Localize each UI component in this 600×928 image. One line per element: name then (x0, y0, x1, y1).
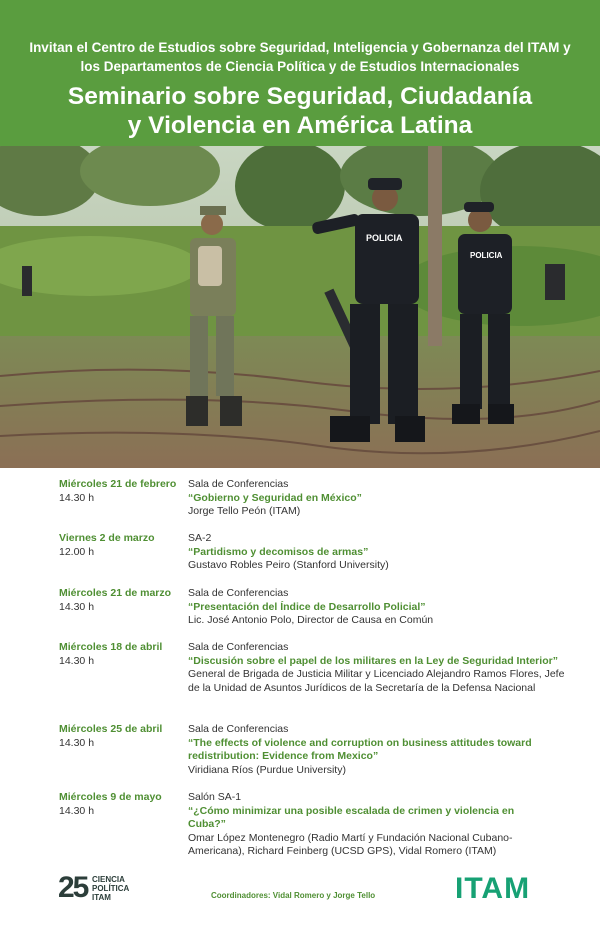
event-date: Miércoles 18 de abril (59, 641, 163, 653)
anniversary-number: 25 (58, 871, 88, 904)
event-time: 14.30 h (59, 804, 95, 817)
anniversary-line-3: ITAM (92, 893, 111, 902)
event-date: Viernes 2 de marzo (59, 532, 155, 544)
event-talk-title: “Presentación del Índice de Desarrollo Policial” (188, 600, 426, 613)
event-date: Miércoles 21 de marzo (59, 587, 172, 599)
event-detail (188, 791, 543, 859)
event-room: Sala de Conferencias (188, 587, 289, 599)
event-speaker: Lic. José Antonio Polo, Director de Causa en Común (188, 614, 434, 626)
anniversary-line-2: POLÍTICA (92, 884, 130, 893)
event-talk-title: “Gobierno y Seguridad en México” (188, 491, 362, 504)
event-speaker: Jorge Tello Peón (ITAM) (188, 505, 301, 517)
event-room: Sala de Conferencias (188, 478, 289, 490)
event-time: 12.00 h (59, 545, 95, 558)
seminar-title-line-1: Seminario sobre Seguridad, Ciudadanía (67, 83, 533, 110)
anniversary-text (92, 875, 129, 902)
event-room: Sala de Conferencias (188, 641, 289, 653)
distant-figure (545, 264, 565, 300)
anniversary-logo (58, 871, 148, 906)
seminar-title-line-2: y Violencia en América Latina (127, 112, 473, 139)
distant-figure (22, 266, 32, 296)
event-talk-title: “Partidismo y decomisos de armas” (188, 545, 369, 558)
event-speaker: Omar López Montenegro (Radio Martí y Fundación Nacional Cubano-Americana), Richard Feinberg (UCSD GPS), Vidal Romero (ITAM) (188, 831, 513, 857)
event-time: 14.30 h (59, 491, 95, 504)
event-detail (188, 478, 548, 519)
anniversary-line-1: CIENCIA (92, 875, 125, 884)
footer (0, 860, 600, 928)
event-room: Salón SA-1 (188, 791, 242, 803)
event-talk-title: “Discusión sobre el papel de los militares en la Ley de Seguridad Interior” (188, 654, 558, 667)
event-room: Sala de Conferencias (188, 723, 289, 735)
coordinators-text: Coordinadores: Vidal Romero y Jorge Tello (211, 891, 376, 900)
header-photo (0, 146, 600, 468)
event-speaker: General de Brigada de Justicia Militar y Licenciado Alejandro Ramos Flores, Jefe de la Unidad de Asuntos Jurídicos de la Secretaría de la Defensa Nacional (188, 668, 565, 694)
event-detail (188, 587, 548, 628)
event-detail (188, 723, 533, 777)
event-date: Miércoles 25 de abril (59, 723, 163, 735)
event-speaker: Gustavo Robles Peiro (Stanford University) (188, 559, 389, 571)
vest-text-1: POLICIA (366, 233, 403, 243)
event-date: Miércoles 21 de febrero (59, 478, 177, 490)
event-time: 14.30 h (59, 654, 95, 667)
vest-text-2: POLICIA (470, 251, 503, 260)
event-detail (188, 532, 548, 573)
event-detail (188, 641, 568, 695)
event-talk-title: “¿Cómo minimizar una posible escalada de crimen y violencia en Cuba?” (188, 804, 515, 830)
police-field-photo (0, 146, 600, 468)
event-time: 14.30 h (59, 736, 95, 749)
event-speaker: Viridiana Ríos (Purdue University) (188, 763, 346, 776)
header-banner (0, 0, 600, 146)
seminar-title (20, 82, 580, 140)
itam-logo: ITAM (455, 872, 531, 905)
event-time: 14.30 h (59, 600, 95, 613)
event-room: SA-2 (188, 532, 212, 544)
event-talk-title: “The effects of violence and corruption on business attitudes toward redistribution: Evidence from Mexico” (188, 736, 532, 762)
event-date: Miércoles 9 de mayo (59, 791, 162, 803)
invitation-text: Invitan el Centro de Estudios sobre Seguridad, Inteligencia y Gobernanza del ITAM y los Departamentos de Ciencia Política y de Estudios Internacionales (29, 40, 571, 74)
